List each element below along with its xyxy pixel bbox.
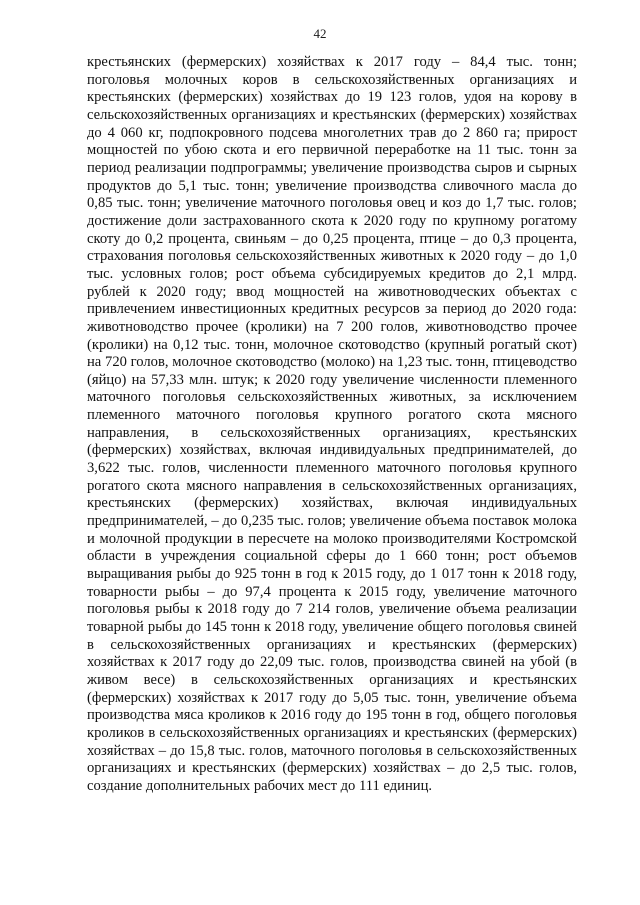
body-paragraph: крестьянских (фермерских) хозяйствах к 2017 году – 84,4 тыс. тонн; поголовья молочных коров в сельскохозяйственных организациях и крестьянских (фермерских) хозяйствах до 19 123 голов, удоя на корову в сельскохозяйственных организациях и крестьянских (фермерских) хозяйствах до 4 060 кг, подпокровного подсева многолетних трав до 2 860 га; прирост мощностей по убою скота и его первичной переработке на 11 тыс. тонн за период реализации подпрограммы; увеличение производства сыров и сырных продуктов до 5,1 тыс. тонн; увеличение производства сливочного масла до 0,85 тыс. тонн; увеличение маточного поголовья овец и коз до 1,7 тыс. голов; достижение доли застрахованного скота к 2020 году по крупному рогатому скоту до 0,2 процента, свиньям – до 0,25 процента, птице – до 0,3 процента, страхования поголовья сельскохозяйственных животных к 2020 году – до 1,0 тыс. условных голов; рост объема субсидируемых кредитов до 2,1 млрд. рублей к 2020 году; ввод мощностей на животноводческих объектах с привлечением инвестиционных кредитных ресурсов за период до 2020 года: животноводство прочее (кролики) на 7 200 голов, животноводство прочее (кролики) на 0,12 тыс. тонн, молочное скотоводство (крупный рогатый скот) на 720 голов, молочное скотоводство (молоко) на 1,23 тыс. тонн, птицеводство (яйцо) на 57,33 млн. штук; к 2020 году увеличение численности племенного маточного поголовья сельскохозяйственных животных, за исключением племенного маточного поголовья крупного рогатого скота мясного направления, в сельскохозяйственных организациях, крестьянских (фермерских) хозяйствах, включая индивидуальных предпринимателей, до 3,622 тыс. голов, численности племенного маточного поголовья крупного рогатого скота мясного направления в сельскохозяйственных организациях, крестьянских (фермерских) хозяйствах, включая индивидуальных предпринимателей, – до 0,235 тыс. голов; увеличение объема поставок молока и молочной продукции в пересчете на молоко производителями Костромской области в учреждения социальной сферы до 1 660 тонн; рост объемов выращивания рыбы до 925 тонн в год к 2015 году, до 1 017 тонн к 2018 году, товарности рыбы – до 97,4 процента к 2015 году, увеличение маточного поголовья рыбы к 2018 году до 7 214 голов, увеличение объема реализации товарной рыбы до 145 тонн к 2018 году, увеличение общего поголовья свиней в сельскохозяйственных организациях и крестьянских (фермерских) хозяйствах к 2017 году до 22,09 тыс. голов, производства свиней на убой (в живом весе) в сельскохозяйственных организациях и крестьянских (фермерских) хозяйствах к 2017 году до 5,05 тыс. тонн, увеличение объема производства мяса кроликов к 2016 году до 195 тонн в год, общего поголовья кроликов в сельскохозяйственных организациях и крестьянских (фермерских) хозяйствах – до 15,8 тыс. голов, маточного поголовья в сельскохозяйственных организациях и крестьянских (фермерских) хозяйствах – до 2,5 тыс. голов, создание дополнительных рабочих мест до 111 единиц. — [87, 54, 577, 794]
page-number: 42 — [313, 26, 327, 41]
body-text — [87, 54, 577, 796]
